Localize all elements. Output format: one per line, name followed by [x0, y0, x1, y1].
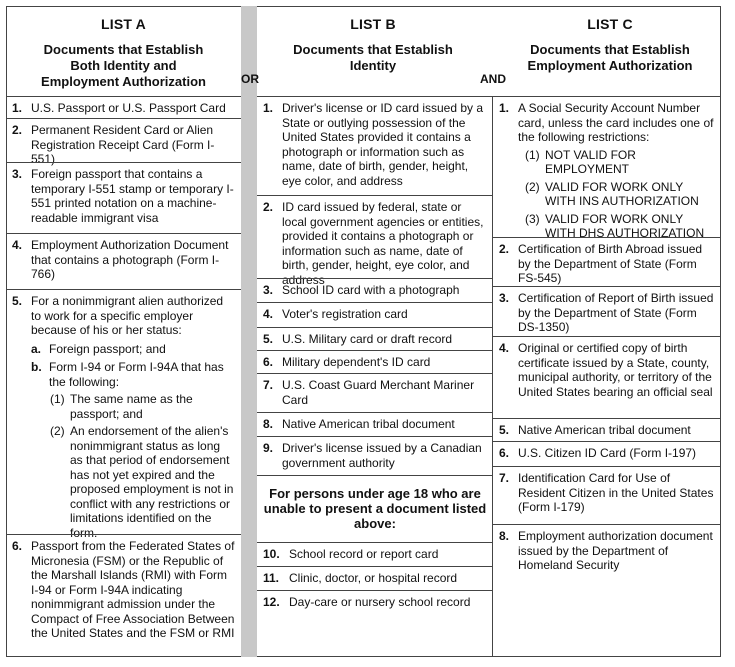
- list-b-item-7: 7. U.S. Coast Guard Merchant Mariner Card: [257, 373, 493, 407]
- list-c-item-5: 5. Native American tribal document: [493, 418, 721, 438]
- list-c-item-7: 7. Identification Card for Use of Resident Citizen in the United States (Form I-179): [493, 466, 721, 515]
- list-b-item-5: 5. U.S. Military card or draft record: [257, 327, 493, 347]
- list-a-item-3: 3. Foreign passport that contains a temporary I-551 stamp or temporary I-551 printed notation on a machine-readable immigrant visa: [6, 162, 241, 225]
- list-b-title: LIST B: [350, 16, 396, 32]
- list-a-column: [6, 0, 241, 667]
- under-18-heading: For persons under age 18 who are unable to present a document listed above:: [263, 486, 487, 531]
- list-c-column: [493, 0, 721, 667]
- list-a-subtitle-2: Both Identity and: [70, 58, 177, 73]
- list-a-item-1: 1. U.S. Passport or U.S. Passport Card: [6, 96, 241, 116]
- list-a-item-4: 4. Employment Authorization Document that contains a photograph (Form I-766): [6, 233, 241, 282]
- list-b-item-10: 10. School record or report card: [257, 542, 493, 562]
- or-label: OR: [241, 72, 259, 86]
- list-b-column: [257, 0, 493, 667]
- list-a-title: LIST A: [100, 16, 146, 32]
- list-c-item-8: 8. Employment authorization document issued by the Department of Homeland Security: [493, 524, 721, 573]
- list-a-item-5: 5. For a nonimmigrant alien authorized to work for a specific employer because of his or her status: a. Foreign passport; and b. Form I-94 or Form I-94A that has the following: (1) The same name as the passport; and (2) An endorsement of the alien's nonimmigrant status as long as that period of endorsement has not yet expired and the proposed employment is not in conflict with any restrictions or limitations identified on the form.: [6, 289, 241, 540]
- list-b-item-12: 12. Day-care or nursery school record: [257, 590, 493, 610]
- list-a-item-2: 2. Permanent Resident Card or Alien Registration Receipt Card (Form I-551): [6, 118, 241, 167]
- list-b-item-6: 6. Military dependent's ID card: [257, 350, 493, 370]
- list-c-item-4: 4. Original or certified copy of birth certificate issued by a State, county, municipal authority, or territory of the United States bearing an official seal: [493, 336, 721, 399]
- list-a-subtitle-1: Documents that Establish: [43, 42, 204, 57]
- list-c-subtitle-2: Employment Authorization: [527, 58, 693, 73]
- list-b-item-9: 9. Driver's license issued by a Canadian government authority: [257, 436, 493, 476]
- list-c-item-1: 1. A Social Security Account Number card, unless the card includes one of the following restrictions: (1) NOT VALID FOR EMPLOYMENT (2) VALID FOR WORK ONLY WITH INS AUTHORIZATION (3) VALID FOR WORK ONLY WITH DHS AUTHORIZATION: [493, 96, 721, 241]
- list-a-item-6: 6. Passport from the Federated States of Micronesia (FSM) or the Republic of the Marshall Islands (RMI) with Form I-94 or Form I-94A indicating nonimmigrant admission under the Compact of Free Association Between the United States and the FSM or RMI: [6, 534, 241, 657]
- list-b-subtitle-2: Identity: [349, 58, 397, 73]
- list-c-title: LIST C: [587, 16, 633, 32]
- list-b-item-2: 2. ID card issued by federal, state or local government agencies or entities, provided it contains a photograph or information such as name, date of birth, gender, height, eye color, and address: [257, 195, 493, 287]
- list-b-item-1: 1. Driver's license or ID card issued by a State or outlying possession of the United States provided it contains a photograph or information such as name, date of birth, gender, height, eye color, and address: [257, 96, 493, 188]
- list-c-item-6: 6. U.S. Citizen ID Card (Form I-197): [493, 441, 721, 461]
- and-label: AND: [480, 72, 506, 86]
- list-c-item-2: 2. Certification of Birth Abroad issued by the Department of State (Form FS-545): [493, 237, 721, 286]
- list-b-item-8: 8. Native American tribal document: [257, 412, 493, 432]
- list-b-item-3: 3. School ID card with a photograph: [257, 278, 493, 298]
- list-c-item-3: 3. Certification of Report of Birth issued by the Department of State (Form DS-1350): [493, 286, 721, 335]
- list-c-subtitle-1: Documents that Establish: [530, 42, 690, 57]
- list-a-subtitle-3: Employment Authorization: [41, 74, 206, 89]
- list-b-item-4: 4. Voter's registration card: [257, 302, 493, 322]
- list-b-item-11: 11. Clinic, doctor, or hospital record: [257, 566, 493, 586]
- column-divider: [241, 6, 257, 657]
- list-b-subtitle-1: Documents that Establish: [293, 42, 453, 57]
